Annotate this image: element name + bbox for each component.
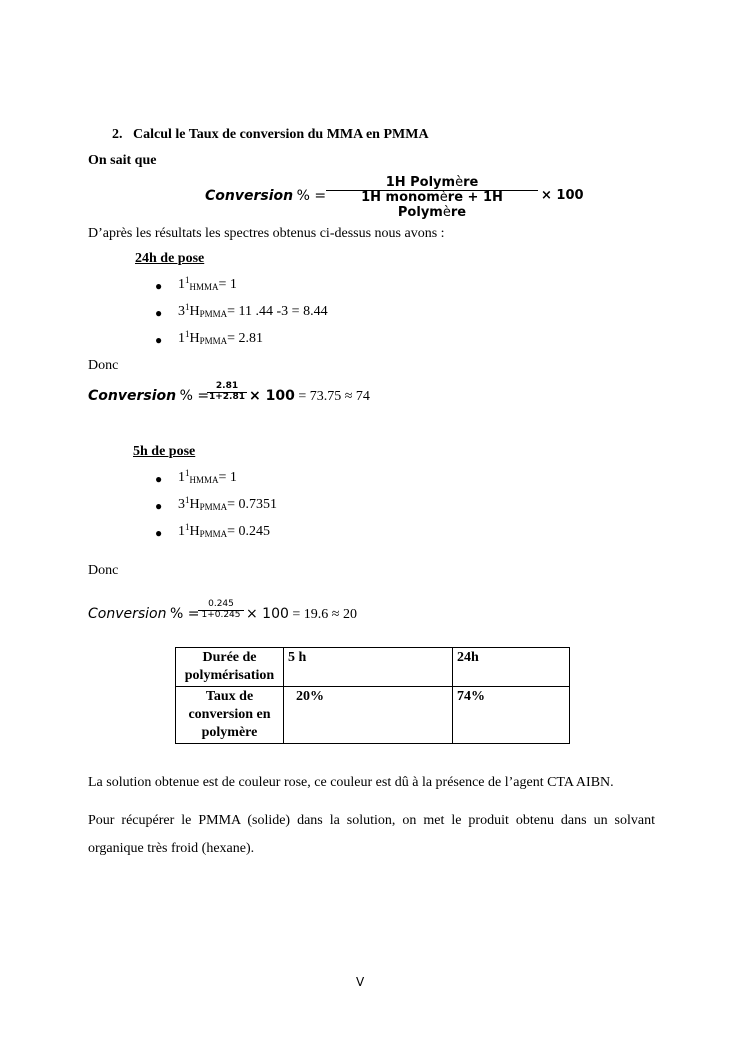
page-number: V xyxy=(356,975,365,989)
bullet-icon: ● xyxy=(155,306,163,320)
list-item: $1^1H_{PMMA}= 0.245$ xyxy=(178,522,271,539)
calc-24h-denominator: 1+2.81 xyxy=(208,391,245,402)
heading-5h: 5h de pose xyxy=(133,444,196,459)
table-row xyxy=(176,648,570,687)
donc-label: Donc xyxy=(88,563,119,578)
formula-times-100: × 100 xyxy=(541,188,584,203)
formula-fraction xyxy=(326,176,538,220)
bullet-icon: ● xyxy=(155,472,163,486)
calc-24h-lhs: Conversion % = xyxy=(88,388,210,404)
formula-percent: % = xyxy=(296,188,327,204)
donc-label: Donc xyxy=(88,358,119,373)
formula-lhs-var: Conversion xyxy=(205,188,294,204)
bullet-icon: ● xyxy=(155,499,163,513)
list-item: $1^1_{HMMA}= 1$ xyxy=(178,275,237,292)
results-table xyxy=(175,647,570,744)
conclusion-paragraph-1: La solution obtenue est de couleur rose, ce couleur est dû à la présence de l’agent CTA AIBN. xyxy=(88,775,614,790)
bullet-icon: ● xyxy=(155,279,163,293)
list-item: $1^1H_{PMMA}= 2.81$ xyxy=(178,329,264,346)
formula-numerator: 1H Polymère xyxy=(385,175,479,190)
calc-24h-numerator: 2.81 xyxy=(215,381,239,391)
calc-5h-result: × 100 = 19.6 ≈ 20 xyxy=(246,606,357,622)
bullet-icon: ● xyxy=(155,526,163,540)
table-cell: 24h xyxy=(453,648,570,687)
heading-24h: 24h de pose xyxy=(135,251,205,266)
calc-24h-fraction xyxy=(207,382,247,403)
table-cell: 74% xyxy=(453,687,570,744)
table-row-header: Durée de polymérisation xyxy=(176,648,284,687)
intro-text: On sait que xyxy=(88,153,157,168)
calc-5h-denominator: 1+0.245 xyxy=(201,609,241,620)
list-item: $3^1H_{PMMA}= 11$ .44 -3 = 8.44 xyxy=(178,302,328,319)
table-cell: 5 h xyxy=(284,648,453,687)
table-row xyxy=(176,687,570,744)
formula-lhs xyxy=(205,188,326,205)
section-number: 2. xyxy=(112,127,123,142)
calc-5h-fraction xyxy=(198,600,244,621)
section-title: Calcul le Taux de conversion du MMA en PMMA xyxy=(133,127,429,142)
calc-5h-lhs: Conversion % = xyxy=(88,606,200,622)
table-row-header: Taux de conversion en polymère xyxy=(176,687,284,744)
calc-24h-result: × 100 = 73.75 ≈ 74 xyxy=(249,388,370,404)
calc-5h-numerator: 0.245 xyxy=(208,599,234,609)
bullet-icon: ● xyxy=(155,333,163,347)
list-item: $3^1H_{PMMA}= 0.7351$ xyxy=(178,495,278,512)
results-intro: D’après les résultats les spectres obtenus ci-dessus nous avons : xyxy=(88,226,445,241)
formula-denominator: 1H monomère + 1H Polymère xyxy=(361,190,503,220)
table-cell: 20% xyxy=(284,687,453,744)
conclusion-paragraph-2: Pour récupérer le PMMA (solide) dans la solution, on met le produit obtenu dans un solvant organique très froid (hexane). xyxy=(88,813,655,856)
list-item: $1^1_{HMMA}= 1$ xyxy=(178,468,237,485)
